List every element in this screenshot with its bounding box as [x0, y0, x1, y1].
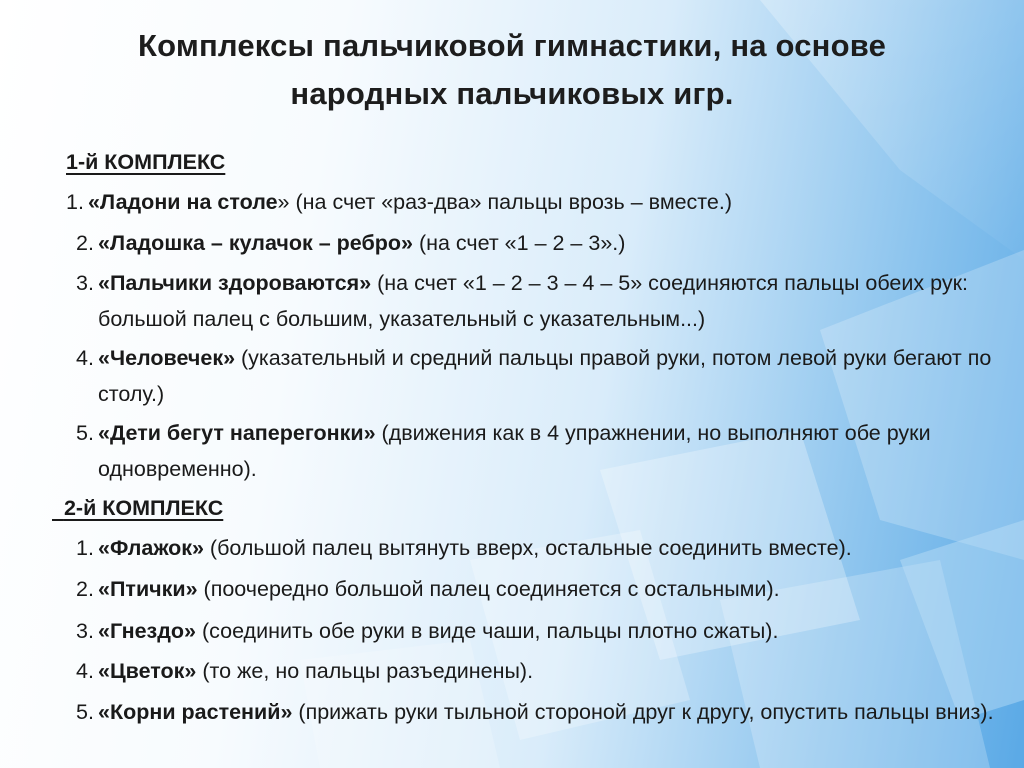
list-item	[76, 653, 1006, 689]
exercise-name: «Человечек»	[98, 346, 236, 370]
list-item	[76, 613, 1006, 649]
exercise-description: (то же, но пальцы разъединены).	[196, 659, 534, 683]
item-number: 2.	[76, 577, 94, 601]
item-number: 3.	[76, 271, 94, 295]
exercise-name: «Птички»	[98, 577, 198, 601]
exercise-description: (поочередно большой палец соединяется с остальными).	[197, 577, 780, 601]
exercise-description: (прижать руки тыльной стороной друг к другу, опустить пальцы вниз).	[292, 700, 994, 724]
list-item	[76, 530, 1006, 566]
item-number: 1.	[76, 536, 94, 560]
item-number: 5.	[76, 421, 94, 445]
list-item	[76, 340, 1006, 412]
exercise-description: (на счет «раз-два» пальцы врозь – вместе.)	[289, 190, 732, 214]
exercise-name: «Пальчики здороваются»	[98, 271, 372, 295]
exercise-name: «Дети бегут наперегонки»	[98, 421, 376, 445]
complex-2-heading	[52, 490, 223, 526]
title-line-1: Комплексы пальчиковой гимнастики, на основе	[137, 28, 887, 63]
exercise-description: (соединить обе руки в виде чаши, пальцы плотно сжаты).	[195, 619, 779, 643]
complex-1-heading: 1-й КОМПЛЕКС	[66, 150, 226, 174]
exercise-name-end: »	[277, 190, 290, 214]
exercise-description: (большой палец вытянуть вверх, остальные соединить вместе).	[203, 536, 852, 560]
exercise-name: «Флажок»	[98, 536, 204, 560]
item-number: 1.	[66, 190, 84, 214]
exercise-description: (на счет «1 – 2 – 3 – 4 – 5» соединяются пальцы обеих рук: большой палец с большим, указательный с указательным...)	[98, 271, 968, 331]
list-item	[76, 415, 1006, 487]
exercise-name: «Ладошка – кулачок – ребро»	[98, 231, 413, 255]
exercise-name: «Цветок»	[98, 659, 197, 683]
list-item	[76, 571, 1006, 607]
item-number: 2.	[76, 231, 94, 255]
exercise-name: «Корни растений»	[98, 700, 293, 724]
list-item	[66, 184, 996, 220]
complex-2-heading-text: 2-й КОМПЛЕКС	[63, 496, 224, 520]
exercise-name: «Гнездо»	[98, 619, 196, 643]
list-item	[76, 265, 1006, 337]
list-item	[76, 694, 1006, 730]
title-line-2: народных пальчиковых игр.	[290, 76, 734, 111]
list-item	[76, 225, 1006, 261]
item-number: 4.	[76, 659, 94, 683]
item-number: 4.	[76, 346, 94, 370]
exercise-description: (движения как в 4 упражнении, но выполняют обе руки одновременно).	[98, 421, 931, 481]
exercise-description: (на счет «1 – 2 – 3».)	[412, 231, 626, 255]
exercise-name: «Ладони на столе	[88, 190, 278, 214]
exercise-description: (указательный и средний пальцы правой руки, потом левой руки бегают по столу.)	[98, 346, 992, 406]
slide-title	[40, 22, 984, 118]
item-number: 3.	[76, 619, 94, 643]
item-number: 5.	[76, 700, 94, 724]
